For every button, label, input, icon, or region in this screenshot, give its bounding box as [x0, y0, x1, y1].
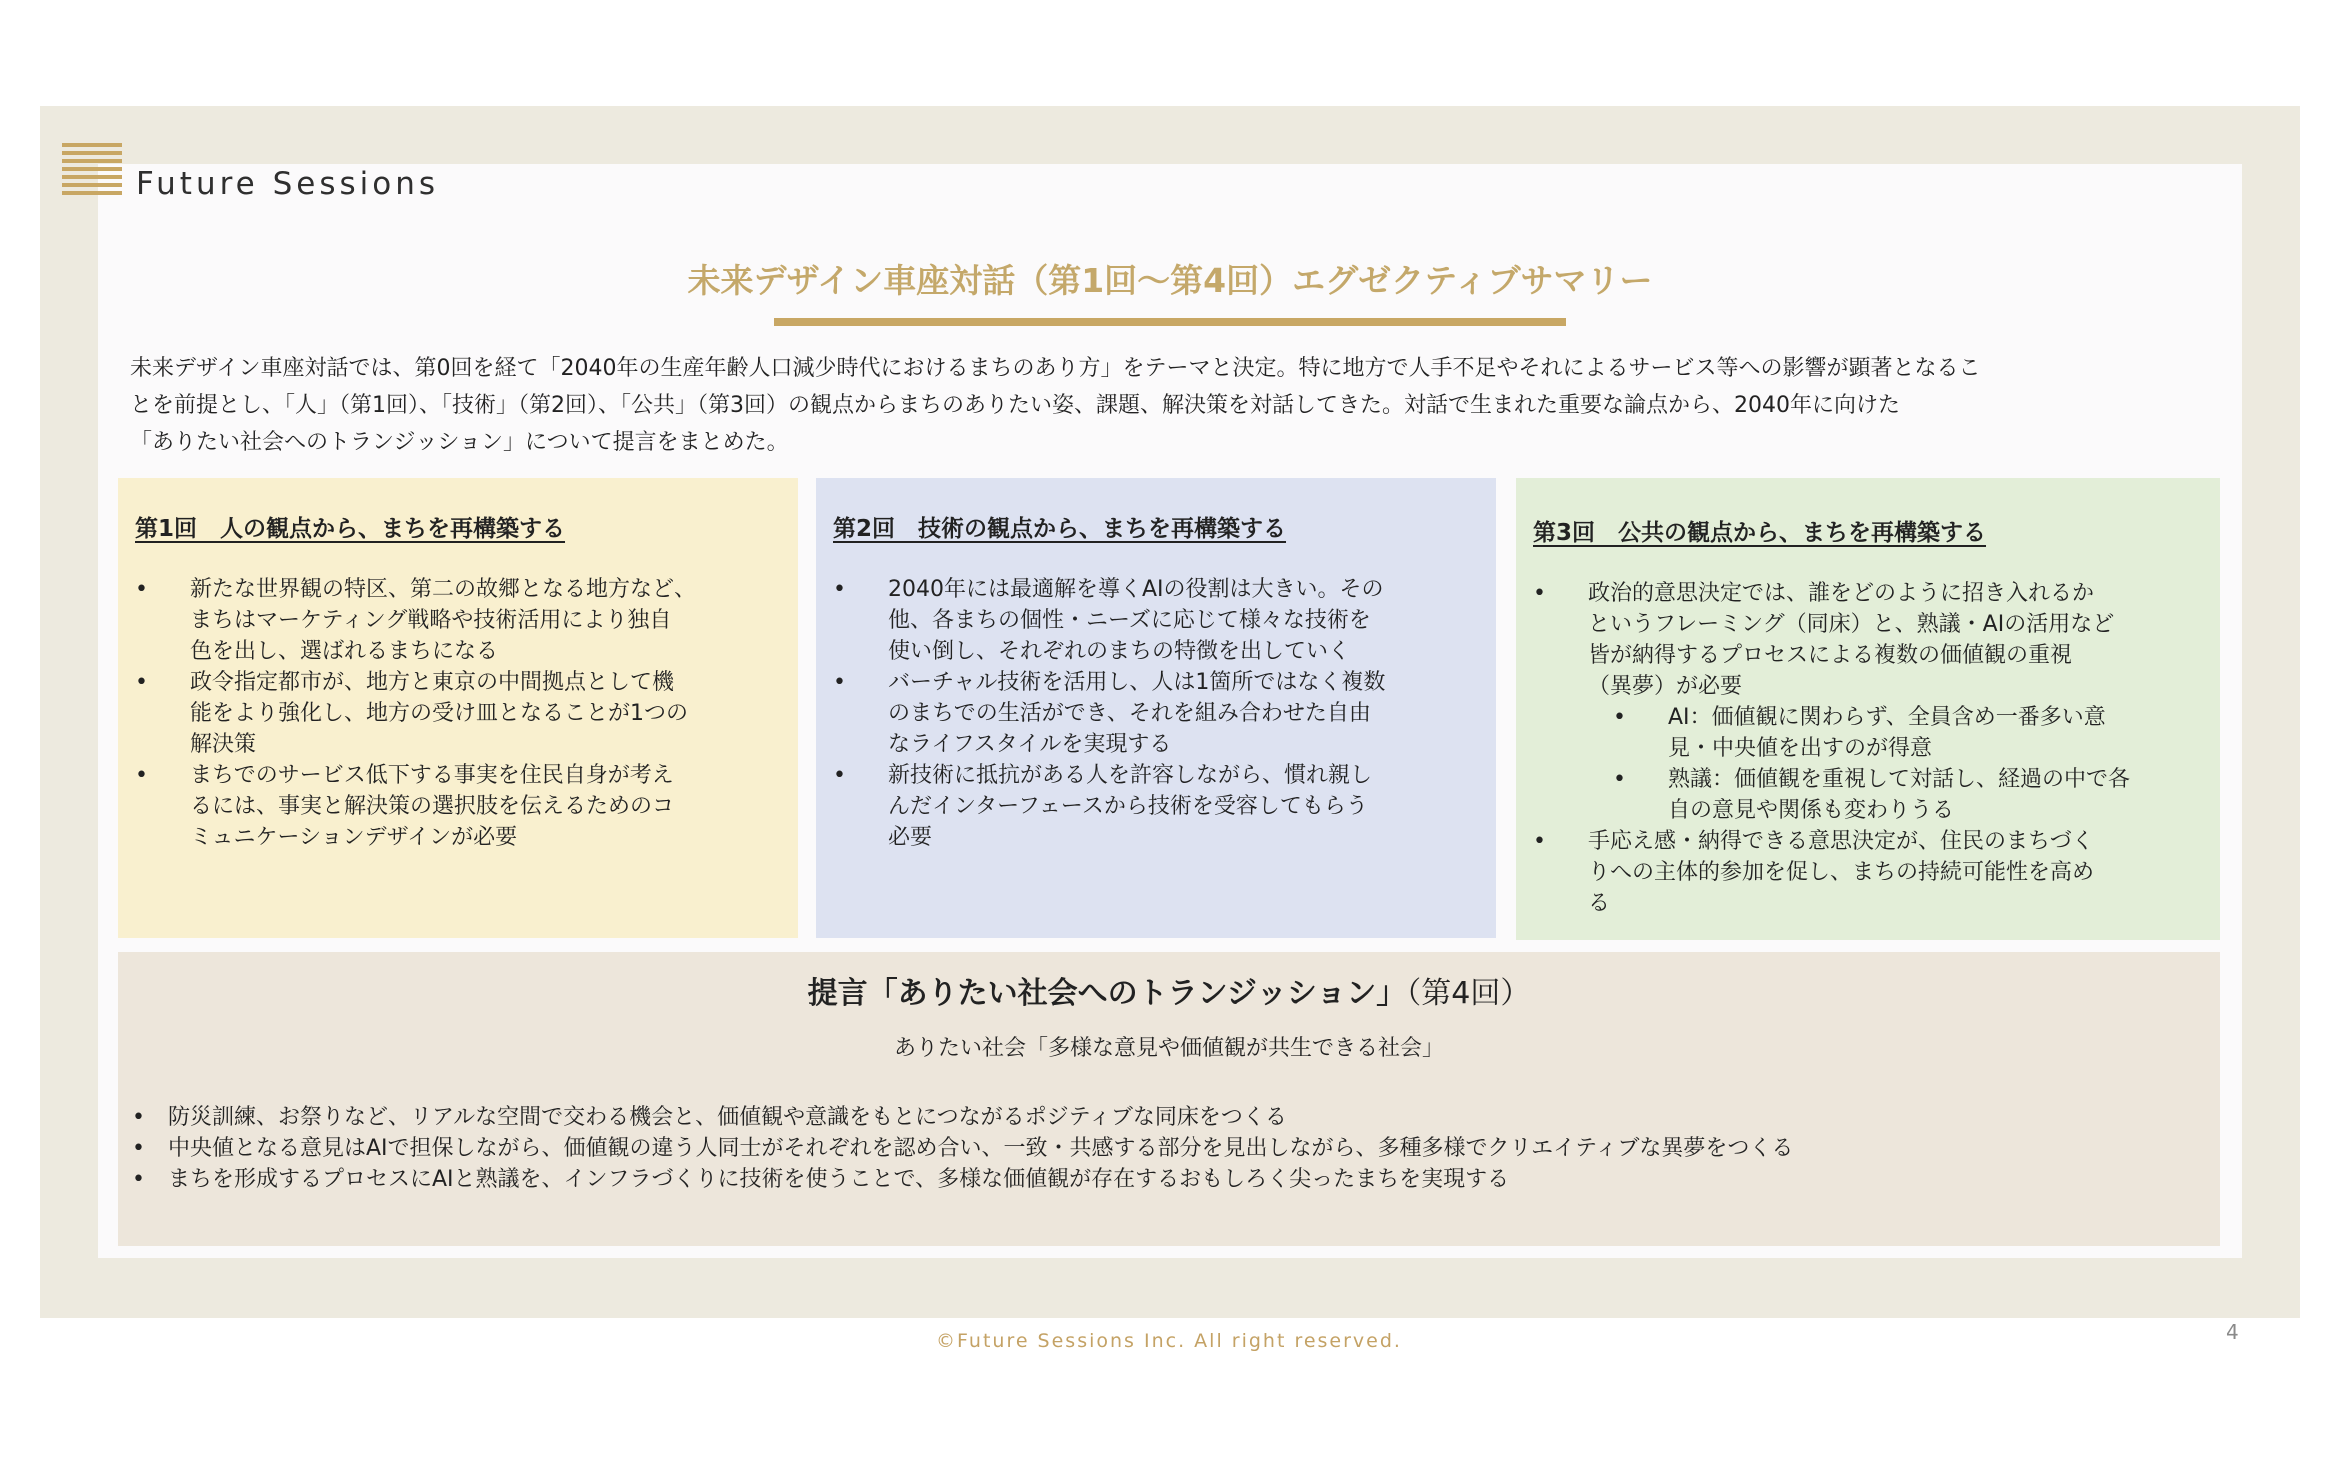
stacked-lines-logo-icon: [62, 143, 122, 195]
bullet-text: 防災訓練、お祭りなど、リアルな空間で交わる機会と、価値観や意識をもとにつながるポジティブな同床をつくる: [168, 1105, 1287, 1130]
bullet-text-line: まちはマーケティング戦略や技術活用により独自: [190, 608, 672, 633]
bullet-text-line: る: [1588, 891, 1611, 916]
page-title: 未来デザイン車座対話（第1回〜第4回）エグゼクティブサマリー: [687, 261, 1653, 300]
list-item: [1533, 578, 2210, 702]
proposal-title-main: 提言「ありたい社会へのトランジッション」: [807, 976, 1407, 1011]
bullet-text-line: 見・中央値を出すのが得意: [1668, 736, 1933, 761]
bullet-icon: •: [135, 577, 148, 602]
proposal-title-suffix: （第4回）: [1406, 976, 1531, 1011]
intro-paragraph: [130, 350, 2210, 461]
bullet-list: [135, 574, 788, 853]
bullet-text-line: 新たな世界観の特区、第二の故郷となる地方など、: [190, 577, 697, 602]
bullet-icon: •: [833, 763, 846, 788]
section-box-session-1: [118, 478, 798, 938]
bullet-text-line: バーチャル技術を活用し、人は1箇所ではなく複数: [888, 670, 1386, 695]
proposal-box: [118, 952, 2220, 1246]
bullet-text-line: 手応え感・納得できる意思決定が、住民のまちづく: [1588, 829, 2094, 854]
section-box-session-3: [1516, 478, 2220, 940]
bullet-text-line: 能をより強化し、地方の受け皿となることが1つの: [190, 701, 688, 726]
bullet-icon: •: [833, 577, 846, 602]
bullet-list: [833, 574, 1486, 853]
bullet-text-line: 政令指定都市が、地方と東京の中間拠点として機: [190, 670, 675, 695]
bullet-icon: •: [833, 670, 846, 695]
bullet-icon: •: [135, 763, 148, 788]
list-item: [833, 574, 1486, 667]
bullet-list: [1533, 578, 2210, 919]
list-item: [135, 760, 788, 853]
bullet-text-line: るには、事実と解決策の選択肢を伝えるためのコ: [190, 794, 675, 819]
list-item: [132, 1102, 1793, 1133]
list-item: [833, 760, 1486, 853]
bullet-icon: •: [1613, 767, 1626, 792]
list-item: [833, 667, 1486, 760]
list-item: [135, 667, 788, 760]
proposal-bullet-list: [132, 1102, 1793, 1195]
section-box-session-2: [816, 478, 1496, 938]
section-title: 第1回 人の観点から、まちを再構築する: [135, 516, 566, 542]
bullet-text-line: 新技術に抵抗がある人を許容しながら、慣れ親し: [888, 763, 1373, 788]
title-underline: [774, 318, 1566, 326]
bullet-text-line: まちでのサービス低下する事実を住民自身が考え: [190, 763, 674, 788]
bullet-icon: •: [132, 1136, 145, 1161]
bullet-text-line: 2040年には最適解を導くAIの役割は大きい。その: [888, 577, 1384, 602]
bullet-text-line: というフレーミング（同床）と、熟議・AIの活用など: [1588, 612, 2115, 637]
section-title: 第2回 技術の観点から、まちを再構築する: [833, 516, 1287, 542]
bullet-text-line: 熟議：価値観を重視して対話し、経過の中で各: [1668, 767, 2131, 792]
bullet-text-line: 必要: [888, 825, 933, 850]
bullet-icon: •: [135, 670, 148, 695]
bullet-text: まちを形成するプロセスにAIと熟議を、インフラづくりに技術を使うことで、多様な価値観が存在するおもしろく尖ったまちを実現する: [168, 1167, 1510, 1192]
proposal-subtitle: ありたい社会「多様な意見や価値観が共生できる社会」: [893, 1036, 1444, 1061]
bullet-text: 中央値となる意見はAIで担保しながら、価値観の違う人同士がそれぞれを認め合い、一致・共感する部分を見出しながら、多種多様でクリエイティブな異夢をつくる: [168, 1136, 1794, 1161]
section-title: 第3回 公共の観点から、まちを再構築する: [1533, 520, 1987, 546]
list-item: [132, 1133, 1793, 1164]
page-number: 4: [2226, 1320, 2239, 1344]
bullet-text-line: 色を出し、選ばれるまちになる: [190, 639, 499, 664]
proposal-title: [118, 972, 2220, 1016]
bullet-text-line: 自の意見や関係も変わりうる: [1668, 798, 1955, 823]
brand-name: Future Sessions: [136, 166, 440, 202]
bullet-text-line: 皆が納得するプロセスによる複数の価値観の重視: [1588, 643, 2073, 668]
intro-line: 「ありたい社会へのトランジッション」について提言をまとめた。: [130, 430, 789, 455]
bullet-text-line: （異夢）が必要: [1588, 674, 1743, 699]
bullet-text-line: のまちでの生活ができ、それを組み合わせた自由: [888, 701, 1371, 726]
list-item: [1533, 826, 2210, 919]
bullet-text-line: AI：価値観に関わらず、全員含め一番多い意: [1668, 705, 2106, 730]
list-item: [132, 1164, 1793, 1195]
bullet-text-line: 解決策: [190, 732, 257, 757]
sub-list-item: [1533, 702, 2210, 764]
bullet-text-line: 使い倒し、それぞれのまちの特徴を出していく: [888, 639, 1351, 664]
bullet-text-line: りへの主体的参加を促し、まちの持続可能性を高め: [1588, 860, 2095, 885]
bullet-text-line: 政治的意思決定では、誰をどのように招き入れるか: [1588, 581, 2095, 606]
intro-line: 未来デザイン車座対話では、第0回を経て「2040年の生産年齢人口減少時代におけるまちのあり方」をテーマと決定。特に地方で人手不足やそれによるサービス等への影響が顕著となるこ: [130, 356, 1981, 381]
bullet-icon: •: [1533, 581, 1546, 606]
list-item: [135, 574, 788, 667]
intro-line: とを前提とし、「人」（第1回）、「技術」（第2回）、「公共」（第3回）の観点からまちのありたい姿、課題、解決策を対話してきた。対話で生まれた重要な論点から、2040年に向けた: [130, 393, 1900, 418]
copyright-footer: ©Future Sessions Inc. All right reserved.: [936, 1330, 1402, 1352]
sub-list-item: [1533, 764, 2210, 826]
bullet-text-line: 他、各まちの個性・ニーズに応じて様々な技術を: [888, 608, 1371, 633]
bullet-icon: •: [1533, 829, 1546, 854]
bullet-text-line: ミュニケーションデザインが必要: [190, 825, 518, 850]
bullet-text-line: んだインターフェースから技術を受容してもらう: [888, 794, 1368, 819]
bullet-text-line: なライフスタイルを実現する: [888, 732, 1172, 757]
bullet-icon: •: [132, 1105, 145, 1130]
bullet-icon: •: [132, 1167, 145, 1192]
bullet-icon: •: [1613, 705, 1626, 730]
